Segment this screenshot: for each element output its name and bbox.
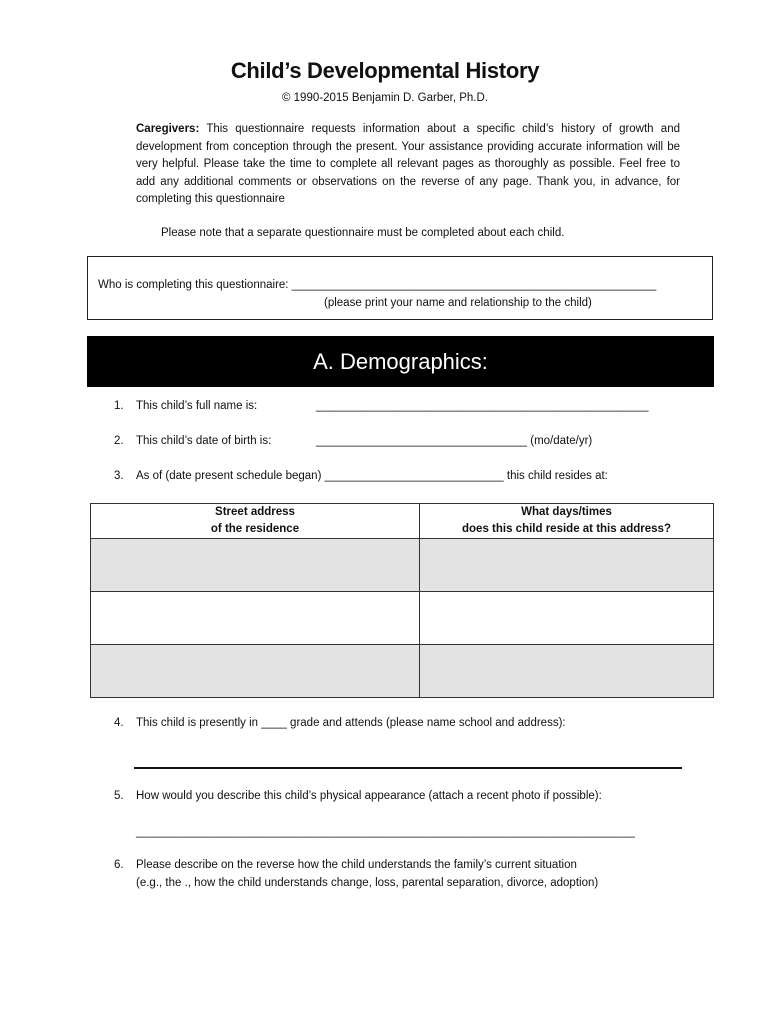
completer-field[interactable]: Who is completing this questionnaire: _________________________________________________________ xyxy=(98,279,657,291)
question-number: 2. xyxy=(114,435,124,447)
question-5 xyxy=(114,790,714,806)
address-cell[interactable] xyxy=(91,645,420,698)
question-number: 6. xyxy=(114,859,124,871)
separate-questionnaire-note: Please note that a separate questionnaire must be completed about each child. xyxy=(161,227,565,239)
table-row xyxy=(91,592,714,645)
completer-box xyxy=(87,256,713,320)
birth-date-field[interactable]: _________________________________ (mo/date/yr) xyxy=(316,435,593,447)
residence-table xyxy=(90,503,714,698)
question-3 xyxy=(114,470,694,486)
question-text: How would you describe this child’s physical appearance (attach a recent photo if possible): xyxy=(136,790,602,802)
schedule-cell[interactable] xyxy=(420,645,714,698)
question-4 xyxy=(114,717,694,733)
school-answer-line[interactable] xyxy=(134,767,682,769)
document-title: Child’s Developmental History xyxy=(230,58,540,83)
question-number: 3. xyxy=(114,470,124,482)
question-number: 1. xyxy=(114,400,124,412)
question-text: This child’s date of birth is: xyxy=(136,435,272,447)
section-header-demographics: A. Demographics: xyxy=(87,336,714,387)
question-number: 4. xyxy=(114,717,124,729)
question-number: 5. xyxy=(114,790,124,802)
question-text[interactable]: This child is presently in ____ grade and attends (please name school and address): xyxy=(136,717,566,729)
intro-paragraph xyxy=(136,121,680,209)
question-text: This child’s full name is: xyxy=(136,400,258,412)
address-cell[interactable] xyxy=(91,539,420,592)
question-2 xyxy=(114,435,694,451)
question-text[interactable]: As of (date present schedule began) ____________________________ this child resides at: xyxy=(136,470,608,482)
appearance-answer-field[interactable]: ______________________________________________________________________________ xyxy=(136,826,635,838)
copyright-line: © 1990-2015 Benjamin D. Garber, Ph.D. xyxy=(281,92,488,104)
schedule-cell[interactable] xyxy=(420,592,714,645)
days-times-header: What days/times does this child reside at this address? xyxy=(420,504,714,539)
table-row xyxy=(91,539,714,592)
table-row xyxy=(91,645,714,698)
question-text-line-2: (e.g., the ., how the child understands change, loss, parental separation, divorce, adoption) xyxy=(136,877,599,889)
schedule-cell[interactable] xyxy=(420,539,714,592)
address-cell[interactable] xyxy=(91,592,420,645)
completer-hint: (please print your name and relationship to the child) xyxy=(324,297,592,309)
intro-text: This questionnaire requests information about a specific child’s history of growth and development from conception through the present. Your assistance providing accurate information will be very helpful. Please take the time to complete all relevant pages as thoroughly as possible. Feel free to add any additional comments or observations on the reverse of any page. Thank you, in advance, for completing this questionnaire xyxy=(136,123,680,206)
intro-label: Caregivers: xyxy=(136,123,200,135)
child-name-field[interactable]: ____________________________________________________ xyxy=(316,400,649,412)
question-1 xyxy=(114,400,694,416)
table-header-row xyxy=(91,504,714,539)
question-text-line-1: Please describe on the reverse how the child understands the family’s current situation xyxy=(136,859,577,871)
street-address-header: Street address of the residence xyxy=(91,504,420,539)
question-6 xyxy=(114,859,714,895)
